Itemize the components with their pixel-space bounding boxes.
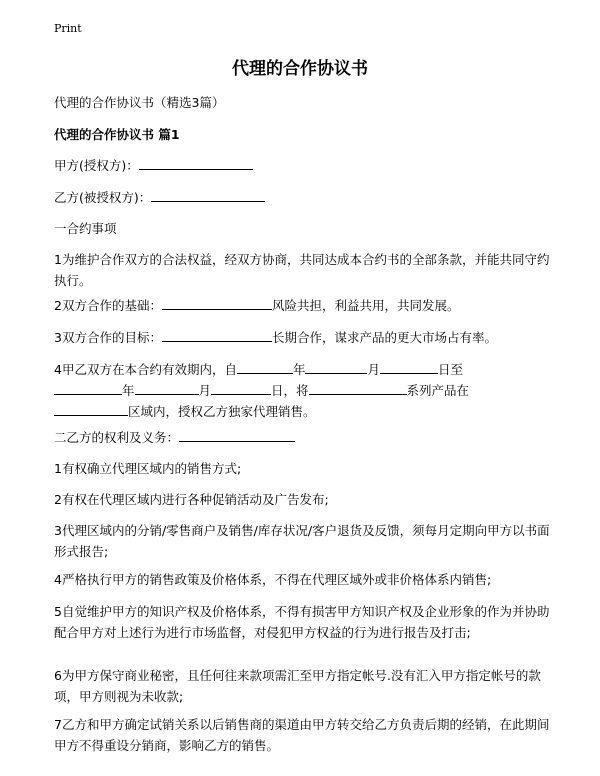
item-4-year-label-2: 年 — [122, 383, 135, 398]
section2-heading — [54, 427, 556, 448]
item-4-blank-end-year — [54, 381, 122, 395]
section2-heading-label: 二乙方的权利及义务： — [54, 430, 180, 445]
item-4-region-label: 区域内，授权乙方独家代理销售。 — [128, 404, 316, 419]
document-title: 代理的合作协议书 — [232, 59, 368, 79]
item-4-month-label: 月 — [367, 362, 380, 377]
item-4-year-label: 年 — [292, 362, 306, 377]
item-4-day-label: 日，将 — [271, 383, 309, 398]
item-2-prefix: 2双方合作的基础： — [54, 298, 162, 313]
document-subtitle: 代理的合作协议书（精选3篇） — [54, 95, 225, 110]
item-4-blank-end-day — [211, 381, 271, 395]
party-a-label: 甲方(授权方)： — [54, 158, 139, 173]
right-1: 1有权确立代理区域内的销售方式; — [54, 461, 242, 476]
party-b-blank — [151, 188, 265, 202]
item-4-blank-start-year — [237, 360, 293, 374]
item-4-blank-start-month — [305, 360, 367, 374]
item-4-month-label-2: 月 — [198, 383, 212, 398]
item-1: 1为维护合作双方的合法权益，经双方协商，共同达成本合约书的全部条款，并能共同守约执行。 — [54, 252, 550, 288]
party-b-line — [54, 187, 556, 208]
item-3 — [54, 327, 556, 348]
item-4-blank-start-day — [380, 360, 438, 374]
item-4-series-label: 系列产品在 — [406, 383, 470, 398]
section1-heading: 一合约事项 — [54, 221, 117, 236]
section-heading: 代理的合作协议书 篇1 — [54, 127, 180, 142]
item-2-suffix: 风险共担，利益共用，共同发展。 — [271, 298, 460, 313]
item-4-blank-region — [54, 402, 128, 416]
right-2: 2有权在代理区域内进行各种促销活动及广告发布; — [54, 492, 329, 507]
party-a-line — [54, 155, 556, 176]
item-4 — [54, 359, 556, 422]
section2-blank — [179, 428, 295, 442]
right-5: 5自觉维护甲方的知识产权及价格体系，不得有损害甲方知识产权及企业形象的作为并协助配合甲方对上述行为进行市场监督，对侵犯甲方权益的行为进行报告及打击; — [54, 604, 550, 640]
item-4-intro: 4甲乙双方在本合约有效期内，自 — [54, 362, 237, 377]
right-6: 6为甲方保守商业秘密，且任何往来款项需汇至甲方指定帐号.没有汇入甲方指定帐号的款项，甲方则视为未收款; — [54, 668, 541, 704]
item-4-day-to-label: 日至 — [438, 362, 464, 377]
item-3-suffix: 长期合作，谋求产品的更大市场占有率。 — [271, 330, 497, 345]
item-3-blank — [162, 328, 272, 342]
item-2-blank — [162, 296, 272, 310]
item-2 — [54, 295, 556, 316]
item-3-prefix: 3双方合作的目标： — [54, 330, 162, 345]
item-4-blank-end-month — [135, 381, 199, 395]
right-3: 3代理区域内的分销/零售商户及销售/库存状况/客户退货及反馈，须每月定期向甲方以书面形式报告; — [54, 523, 550, 559]
print-link[interactable]: Print — [54, 22, 82, 35]
party-b-label: 乙方(被授权方)： — [54, 190, 152, 205]
item-4-blank-series — [309, 381, 407, 395]
right-4: 4严格执行甲方的销售政策及价格体系，不得在代理区域外或非价格体系内销售; — [54, 572, 492, 587]
right-7: 7乙方和甲方确定试销关系以后销售商的渠道由甲方转交给乙方负责后期的经销，在此期间甲方不得重设分销商，影响乙方的销售。 — [54, 717, 550, 753]
party-a-blank — [139, 156, 253, 170]
